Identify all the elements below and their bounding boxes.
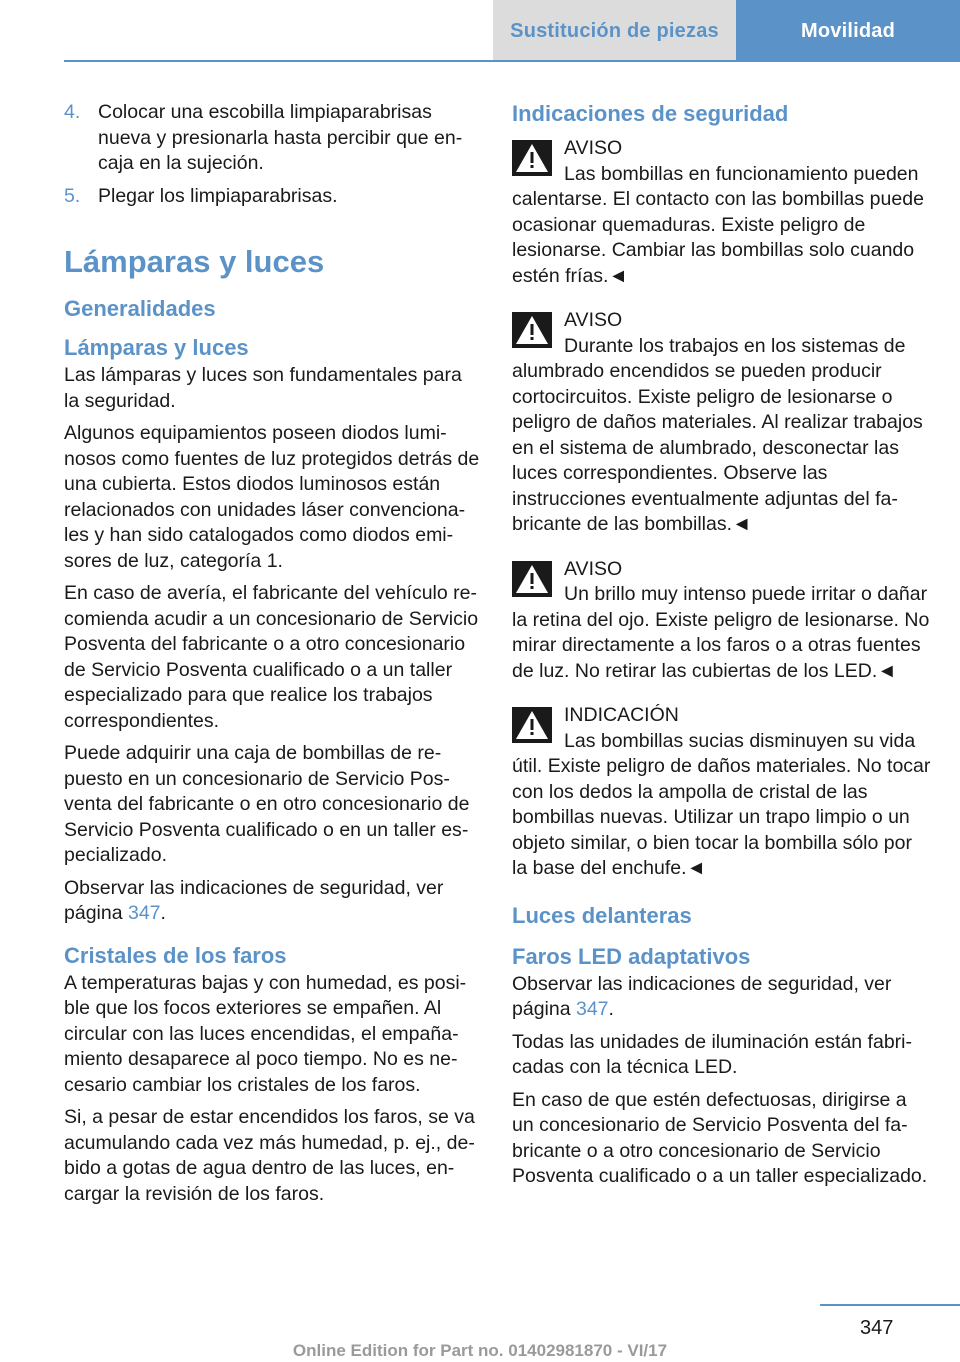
section-heading-general: Generalidades [64,296,216,321]
step-number: 4. [64,101,81,123]
paragraph-end: . [160,902,166,924]
warning-triangle-icon [512,561,552,597]
subheading-headlight-glass: Cristales de los faros [64,942,287,968]
page-header [0,0,960,62]
section-heading-safety: Indicaciones de seguridad [512,101,789,126]
header-section-title: Sustitución de piezas [493,0,736,62]
step-item [64,184,480,210]
warning-text: Las bombillas en funcionamiento pueden calentarse. El contacto con las bombillas puede ocasionar quemaduras. Existe peligro de lesionarse. Cambiar las bombillas solo cuando estén frías.◄ [512,162,924,287]
right-column [512,100,932,1197]
page-link[interactable]: 347 [575,998,609,1020]
warning-triangle-icon [512,312,552,348]
paragraph: En caso de que estén defectuosas, dirigirse a un concesionario de Servicio Posventa del fabricante o a otro concesionario de Servicio Posventa cualificado o a un taller especializado. [512,1088,928,1187]
paragraph-end: . [608,998,614,1020]
paragraph: Todas las unidades de iluminación están fabricadas con la técnica LED. [512,1030,912,1078]
paragraph: Puede adquirir una caja de bombillas de repuesto en un concesionario de Servicio Posventa del fabricante o en otro concesionario de Servicio Posventa cualificado o en un taller especializado. [64,742,470,866]
warning-box [512,136,932,289]
warning-text: Un brillo muy intenso puede irritar o dañar la retina del ojo. Existe peligro de lesionarse. No mirar directamente a los faros o a otras fuentes de luz. No retirar las cubiertas de los LED.◄ [512,583,930,682]
step-number: 5. [64,184,81,207]
warning-triangle-icon [512,707,552,743]
warning-label: AVISO [564,137,623,159]
warning-box [512,308,932,538]
page-link[interactable]: 347 [127,902,161,924]
notice-text: Las bombillas sucias disminuyen su vida útil. Existe peligro de daños materiales. No tocar con los dedos la ampolla de cristal de las bombillas nuevas. Utilizar un trapo limpio o un objeto similar, o bien tocar la bombilla sólo por la base del enchufe.◄ [512,729,931,879]
paragraph: Las lámparas y luces son fundamentales para la seguridad. [64,364,462,412]
header-chapter-title: Movilidad [736,0,960,62]
paragraph-text: Observar las indicaciones de seguridad, ver página [64,876,444,924]
footer-rule [820,1304,960,1306]
paragraph: Algunos equipamientos poseen diodos luminosos como fuentes de luz protegidos detrás de una cubierta. Estos diodos luminosos están relacionados con unidades láser convencionales y han sido catalogados como diodos emisores de luz, categoría 1. [64,422,480,572]
section-heading-front-lights: Luces delanteras [512,902,692,928]
notice-box [512,703,932,882]
paragraph-page-ref [64,876,480,927]
left-column [64,100,480,1214]
paragraph: Si, a pesar de estar encendidos los faros, se va acumulando cada vez más humedad, p. ej., debido a gotas de agua dentro de las luces, encargar la revisión de los faros. [64,1106,475,1205]
step-item [64,100,480,177]
step-text: Plegar los limpiaparabrisas. [98,184,338,207]
page-number: 347 [860,1317,894,1339]
subheading-lamps: Lámparas y luces [64,335,249,360]
step-text: Colocar una escobilla limpiaparabrisas nueva y presionarla hasta percibir que encaja en la sujeción. [98,101,463,174]
warning-triangle-icon [512,140,552,176]
chapter-title: Lámparas y luces [64,244,325,279]
header-rule [64,60,960,62]
subheading-adaptive-led: Faros LED adaptativos [512,943,751,969]
warning-text: Durante los trabajos en los sistemas de alumbrado encendidos se pueden producir cortocircuitos. Existe peligro de lesionarse o peligro de daños materiales. Al realizar trabajos en el sistema de alumbrado, desconectar las luces correspondientes. Observe las instrucciones eventualmente adjuntas del fabricante de las bombillas.◄ [512,334,923,535]
paragraph: A temperaturas bajas y con humedad, es posible que los focos exteriores se empañen. Al circular con las luces encendidas, el empañamiento desaparece al poco tiempo. No es necesario cambiar los cristales de los faros. [64,971,467,1096]
paragraph: En caso de avería, el fabricante del vehículo recomienda acudir a un concesionario de Servicio Posventa del fabricante o a otro concesionario de Servicio Posventa cualificado o a un taller especializado para que realice los trabajos correspondientes. [64,582,479,732]
paragraph-text: Observar las indicaciones de seguridad, ver página [512,972,892,1020]
notice-label: INDICACIÓN [564,704,679,726]
warning-label: AVISO [564,309,623,331]
edition-footer: Online Edition for Part no. 01402981870 - VI/17 [292,1341,668,1360]
paragraph-page-ref [512,972,932,1023]
warning-box [512,557,932,685]
warning-label: AVISO [564,557,623,580]
